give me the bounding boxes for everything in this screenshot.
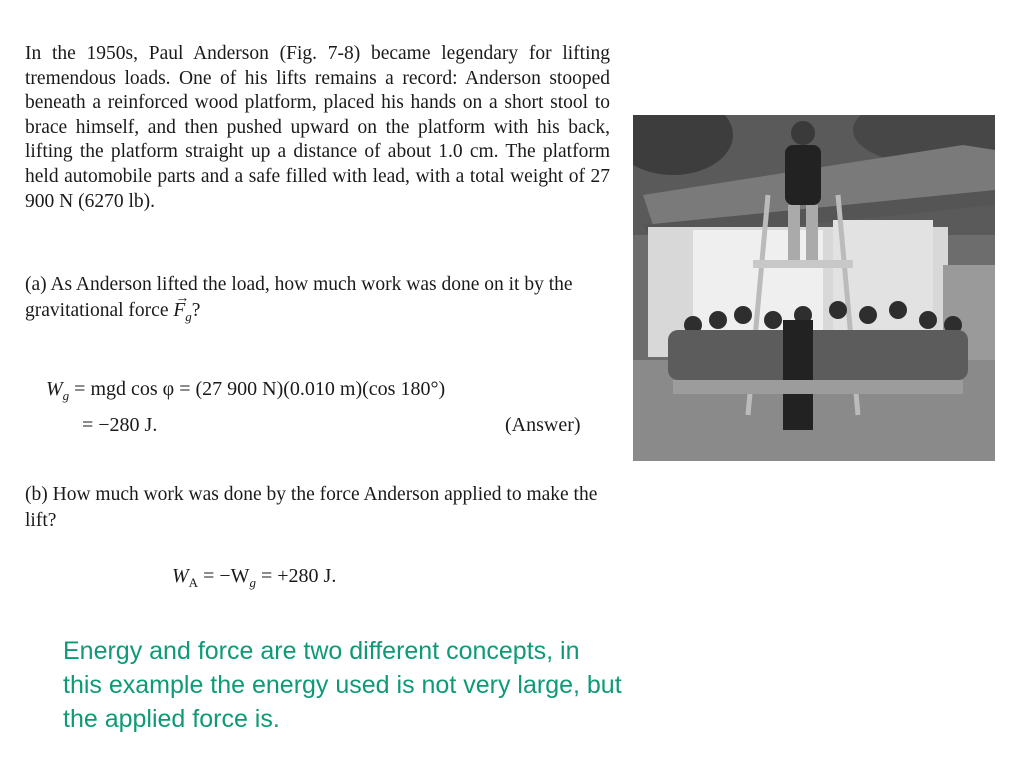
question-b: (b) How much work was done by the force Anderson applied to make the lift? xyxy=(25,484,598,531)
teacher-note: Energy and force are two different concepts, in this example the energy used is not very large, but the applied force is. xyxy=(63,637,622,733)
question-a: (a) As Anderson lifted the load, how much work was done on it by the gravitational force → $F_g$? xyxy=(25,272,610,330)
equation-b: $W_A = -W_g = +280$ J. xyxy=(172,565,337,590)
force-vector-symbol: → $F_g$ xyxy=(173,291,192,324)
equation-a-line1: $W_g$ = mgd cos φ = (27 900 N)(0.010 m)(cos 180°) xyxy=(46,378,446,403)
question-a-text: (a) As Anderson lifted the load, how much work was done on it by the gravitational force xyxy=(25,274,573,321)
weightlifter-photo xyxy=(633,115,995,461)
equation-a-line2: = −280 J. xyxy=(82,414,158,436)
problem-intro: In the 1950s, Paul Anderson (Fig. 7-8) became legendary for lifting tremendous loads. One of his lifts remains a record: Anderson stooped beneath a reinforced wood platform, placed his hands on a short stool to brace himself, and then pushed upward on the platform with his back, lifting the platform straight up a distance of about 1.0 cm. The platform held automobile parts and a safe filled with lead, with a total weight of 27 900 N (6270 lb). xyxy=(25,43,610,212)
answer-label: (Answer) xyxy=(505,414,581,436)
